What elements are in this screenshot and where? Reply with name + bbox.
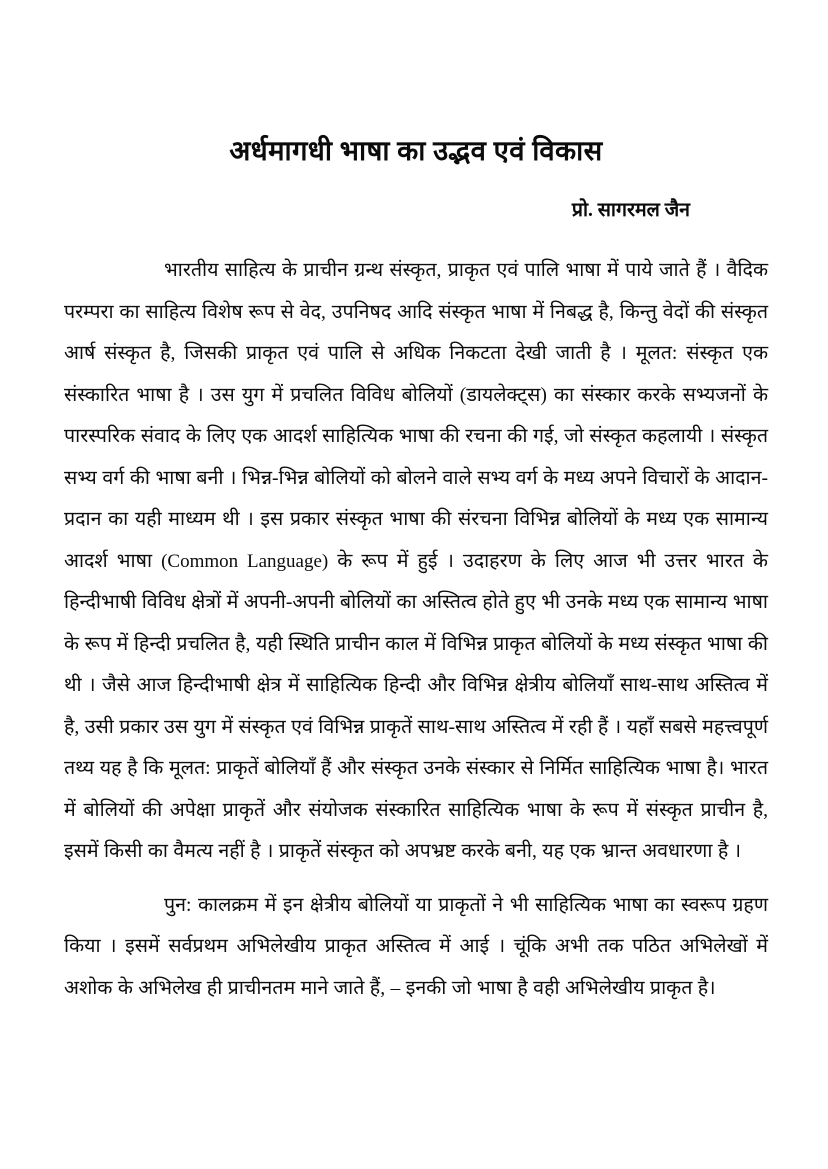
paragraph-2	[64, 885, 768, 1010]
paragraph-2-text: पुन: कालक्रम में इन क्षेत्रीय बोलियों या प्राकृतों ने भी साहित्यिक भाषा का स्वरूप ग्रहण किया । इसमें सर्वप्रथम अभिलेखीय प्राकृत अस्तित्व में आई । चूंकि अभी तक पठित अभिलेखों में अशोक के अभिलेख ही प्राचीनतम माने जाते हैं, – इनकी जो भाषा है वही अभिलेखीय प्राकृत है।	[64, 894, 768, 999]
paragraph-1	[64, 250, 768, 873]
paragraph-1-latin-phrase: (Common Language)	[161, 550, 329, 572]
paragraph-1-text-part-1: भारतीय साहित्य के प्राचीन ग्रन्थ संस्कृत, प्राकृत एवं पालि भाषा में पाये जाते हैं । वैदिक परम्परा का साहित्य विशेष रूप से वेद, उपनिषद आदि संस्कृत भाषा में निबद्ध है, किन्तु वेदों की संस्कृत आर्ष संस्कृत है, जिसकी प्राकृत एवं पालि से अधिक निकटता देखी जाती है । मूलत: संस्कृत एक संस्कारित भाषा है । उस युग में प्रचलित विविध बोलियों (डायलेक्ट्स) का संस्कार करके सभ्यजनों के पारस्परिक संवाद के लिए एक आदर्श साहित्यिक भाषा की रचना की गई, जो संस्कृत कहलायी । संस्कृत सभ्य वर्ग की भाषा बनी । भिन्न-भिन्न बोलियों को बोलने वाले सभ्य वर्ग के मध्य अपने विचारों के आदान-प्रदान का यही माध्यम थी । इस प्रकार संस्कृत भाषा की संरचना विभिन्न बोलियों के मध्य एक सामान्य आदर्श भाषा	[64, 260, 768, 572]
page-content	[64, 0, 768, 1009]
body-text	[64, 224, 768, 1009]
page-title: अर्धमागधी भाषा का उद्भव एवं विकास	[229, 135, 603, 166]
author-byline: प्रो. सागरमल जैन	[571, 200, 690, 222]
paragraph-1-text-part-2: के रूप में हुई । उदाहरण के लिए आज भी उत्तर भारत के हिन्दीभाषी विविध क्षेत्रों में अपनी-अपनी बोलियों का अस्तित्व होते हुए भी उनके मध्य एक सामान्य भाषा के रूप में हिन्दी प्रचलित है, यही स्थिति प्राचीन काल में विभिन्न प्राकृत बोलियों के मध्य संस्कृत भाषा की थी । जैसे आज हिन्दीभाषी क्षेत्र में साहित्यिक हिन्दी और विभिन्न क्षेत्रीय बोलियाँ साथ-साथ अस्तित्व में है, उसी प्रकार उस युग में संस्कृत एवं विभिन्न प्राकृतें साथ-साथ अस्तित्व में रही हैं । यहाँ सबसे महत्त्वपूर्ण तथ्य यह है कि मूलत: प्राकृतें बोलियाँ हैं और संस्कृत उनके संस्कार से निर्मित साहित्यिक भाषा है। भारत में बोलियों की अपेक्षा प्राकृतें और संयोजक संस्कारित साहित्यिक भाषा के रूप में संस्कृत प्राचीन है, इसमें किसी का वैमत्य नहीं है । प्राकृतें संस्कृत को अपभ्रष्ट करके बनी, यह एक भ्रान्त अवधारणा है ।	[64, 550, 768, 863]
